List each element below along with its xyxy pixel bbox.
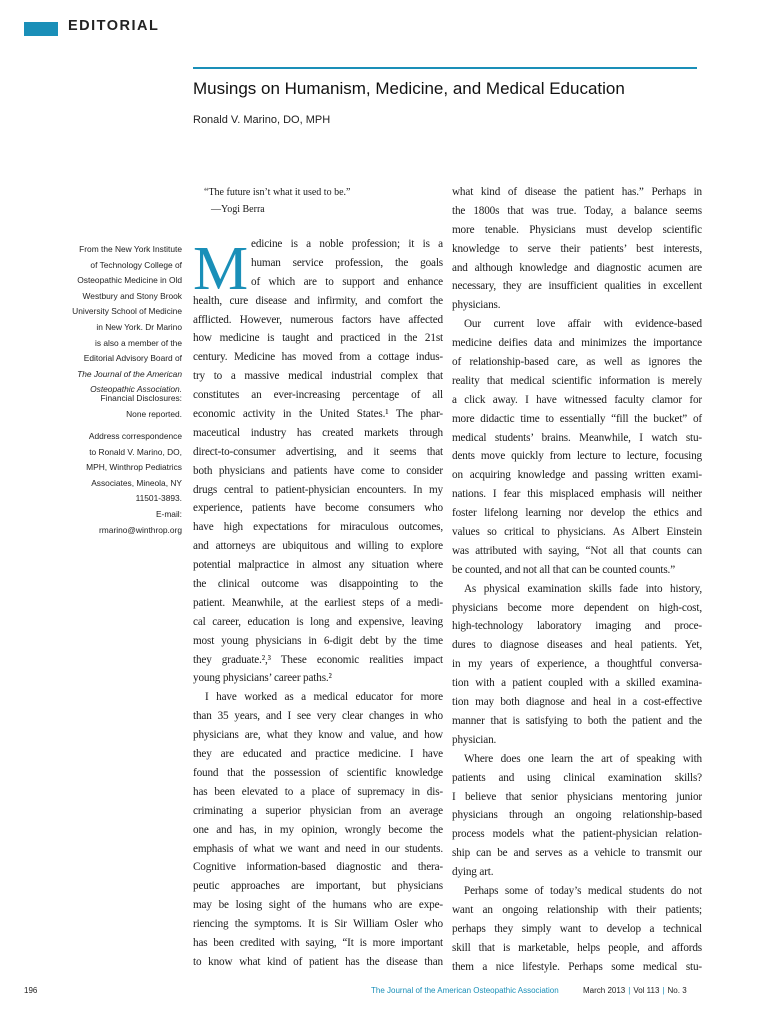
body-text-line: As physical examination skills fade into history,: [464, 582, 702, 595]
sidebar-line: 11501-3893.: [135, 493, 182, 504]
body-text-line: them a nice lifestyle. Perhaps some medical stu-: [452, 960, 702, 973]
body-text-line: more tenable. Physicians must develop scientific: [452, 223, 702, 236]
body-text-line: patient. Meanwhile, at the earliest steps of a medi-: [193, 596, 443, 609]
body-text-line: a click away. I have witnessed faculty clamor for: [452, 393, 702, 406]
body-text-line: riencing the symptoms. It is Sir William Osler who: [193, 918, 443, 931]
body-text-line: has been credited with saying, “It is more important: [193, 936, 443, 949]
sidebar-line: Financial Disclosures:: [100, 393, 182, 403]
epigraph-quote: “The future isn’t what it used to be.”: [204, 187, 351, 198]
body-text-line: dures to diagnose diseases and heal patients. Yet,: [452, 639, 702, 652]
body-text-line: was attributed with saying, “Not all that counts can: [452, 544, 702, 557]
body-text-line: necessary, they are insufficient qualities in excellent: [452, 280, 702, 293]
sidebar-line: E-mail:: [155, 509, 182, 519]
body-text-line: physicians through an ongoing relationship-based: [452, 809, 702, 822]
body-text-line: try to a massive medical industrial complex that: [193, 370, 443, 383]
body-text-line: perhaps they simply want to develop a technical: [452, 922, 702, 935]
body-text-line: dying art.: [452, 866, 494, 879]
body-text-line: most young physicians in 6-digit debt by the time: [193, 634, 443, 647]
sidebar-line: is also a member of the: [94, 337, 182, 348]
sidebar-line: Address correspondence: [88, 431, 182, 441]
body-text-line: cal career, education is long and expensive, leaving: [193, 615, 443, 628]
body-text-line: what kind of disease the patient has.” Perhaps in: [452, 186, 702, 198]
issue-date: March 2013: [583, 986, 626, 995]
body-text-line: experience, patients have become consumers who: [193, 502, 443, 515]
body-text-line: both physicians and patients have come to consider: [193, 464, 443, 477]
body-text-line: potential malpractice in almost any situation where: [193, 559, 443, 572]
body-text-line: medicine deifies data and minimizes the importance: [452, 337, 702, 350]
sidebar-email: [30, 507, 182, 538]
sidebar-line: University School of Medicine: [72, 306, 182, 317]
body-text-line: knowledge to serve their patients’ best interests,: [452, 242, 702, 255]
article-byline: Ronald V. Marino, DO, MPH: [193, 114, 331, 126]
body-text-line: have high expectations for miraculous outcomes,: [193, 521, 443, 534]
body-column-left: [193, 235, 443, 972]
body-text-line: one and has, in my opinion, wrongly become the: [193, 823, 443, 836]
body-text-line: in my years of experience, a thoughtful conversa-: [452, 658, 702, 671]
body-text-line: they are educated and practice medicine. I have: [193, 748, 443, 761]
body-text-line: the clinical outcome was disappointing to the: [193, 578, 443, 591]
body-text-line: tion with a patient coupled with a skilled examina-: [452, 677, 702, 690]
body-text-line: manner that is satisfying to both the patient and the: [452, 714, 702, 727]
body-text-line: of relationship-based care, as well as ignores the: [452, 356, 702, 369]
body-text-line: Perhaps some of today’s medical students do not: [464, 884, 702, 897]
body-text-line: health, cure disease and infirmity, and comfort the: [193, 294, 443, 307]
body-text-line: has been elevated to a place of supremacy in dis-: [193, 785, 443, 798]
sidebar-affiliation: [30, 242, 182, 398]
sidebar-line: to Ronald V. Marino, DO,: [89, 446, 182, 457]
body-text-line: Where does one learn the art of speaking with: [464, 752, 702, 765]
sidebar-correspondence: [30, 429, 182, 507]
body-text-line: reality that medical scientific information is merely: [452, 374, 702, 387]
body-text-line: patients and using clinical examination skills?: [452, 771, 702, 784]
sidebar-line: The Journal of the American: [77, 368, 182, 379]
title-rule: [193, 67, 697, 69]
body-text-line: medical students’ brains. Meanwhile, I watch stu-: [452, 431, 702, 444]
issue-volume: Vol 113: [633, 986, 660, 995]
body-text-line: criminating a superior physician from an average: [193, 804, 443, 817]
sidebar-line: rmarino@winthrop.org: [99, 524, 182, 535]
body-text-line: skill that is marketable, helps people, and affords: [452, 941, 702, 954]
sidebar-line: Editorial Advisory Board of: [83, 353, 182, 364]
sidebar-line: Osteopathic Association.: [90, 384, 182, 395]
separator: |: [662, 986, 665, 995]
body-text-line: constitutes an ever-increasing percentage of all: [193, 389, 443, 402]
body-text-line: foster lifelong learning nor develop the ethics and: [452, 507, 702, 520]
body-text-line: emphasis of what we want and need in our students.: [193, 842, 443, 855]
sidebar-line: Westbury and Stony Brook: [82, 290, 182, 301]
body-text-line: young physicians’ career paths.²: [193, 672, 332, 685]
body-text-line: want an ongoing relationship with their patients;: [452, 903, 702, 916]
sidebar-line: Osteopathic Medicine in Old: [77, 275, 182, 286]
body-text-line: Our current love affair with evidence-based: [464, 318, 702, 331]
body-text-line: drugs central to patient-physician encounters. In my: [193, 483, 443, 496]
body-text-line: of which are to support and enhance: [251, 275, 443, 288]
body-text-line: century. Medicine has moved from a cottage indus-: [193, 351, 443, 364]
body-text-line: on acquiring knowledge and passing written exami-: [452, 469, 702, 482]
sidebar-line: MPH, Winthrop Pediatrics: [86, 462, 182, 473]
body-text-line: than 35 years, and I see very clear changes in who: [193, 710, 443, 723]
body-text-line: dents move quickly from lecture to lecture, focusing: [452, 450, 702, 463]
body-text-line: high-technology laboratory imaging and proce-: [452, 620, 702, 633]
body-text-line: Cognitive information-based diagnostic and thera-: [193, 861, 443, 874]
body-text-line: nations. I fear this misplaced emphasis will neither: [452, 488, 702, 501]
sidebar-line: From the New York Institute: [79, 244, 182, 254]
separator: |: [628, 986, 631, 995]
sidebar-disclosures: [30, 391, 182, 422]
page-number: 196: [24, 986, 38, 995]
body-text-line: tion may both diagnose and heal in a cost-effective: [452, 696, 702, 709]
body-text-line: peutic approaches are important, but physicians: [193, 880, 443, 893]
body-text-line: I have worked as a medical educator for more: [205, 691, 443, 704]
sidebar-line: Associates, Mineola, NY: [91, 477, 182, 488]
body-text-line: physicians are, what they know and value, and how: [193, 729, 443, 742]
body-text-line: how medicine is taught and practiced in the 21st: [193, 332, 443, 345]
body-text-line: ship can be and serves as a vehicle to transmit our: [452, 847, 702, 860]
drop-cap: M: [193, 235, 249, 303]
body-text-line: and attorneys are ubiquitous and willing to explore: [193, 540, 443, 553]
issue-info: [583, 986, 687, 995]
article-title: Musings on Humanism, Medicine, and Medical Education: [193, 79, 625, 98]
sidebar-line: in New York. Dr Marino: [96, 321, 182, 332]
sidebar-line: of Technology College of: [90, 259, 182, 270]
body-text-line: I believe that senior physicians mentoring junior: [452, 790, 702, 803]
body-text-line: edicine is a noble profession; it is a: [251, 238, 443, 250]
section-label: EDITORIAL: [68, 18, 160, 34]
body-text-line: more didactic time to essentially “fill the bucket” of: [452, 412, 702, 425]
epigraph: [204, 184, 350, 218]
body-text-line: economic activity in the United States.¹ The phar-: [193, 408, 443, 421]
journal-name: The Journal of the American Osteopathic Association: [371, 986, 559, 995]
body-text-line: maceutical industry has created markets through: [193, 426, 443, 439]
body-text-line: and although knowledge and diagnostic acumen are: [452, 261, 702, 274]
body-text-line: human service profession, the goals: [251, 256, 443, 269]
body-text-line: physician.: [452, 733, 497, 746]
body-text-line: afflicted. However, numerous factors have affected: [193, 313, 443, 326]
body-text-line: to know what kind of patient has the disease than: [193, 955, 443, 968]
epigraph-attribution: —Yogi Berra: [211, 204, 265, 215]
body-column-right: [452, 183, 702, 976]
body-text-line: be counted, and not all that can be counted counts.”: [452, 563, 676, 576]
body-text-line: direct-to-consumer advertising, and it seems that: [193, 445, 443, 458]
body-text-line: process models what the patient-physician relation-: [452, 828, 702, 841]
body-text-line: physicians become more dependent on high-cost,: [452, 601, 702, 614]
issue-number: No. 3: [667, 986, 687, 995]
body-text-line: the 1800s that was true. Today, a balance seems: [452, 204, 702, 217]
sidebar-line: None reported.: [126, 408, 182, 419]
body-text-line: they graduate.²,³ These economic realities impact: [193, 653, 443, 666]
body-text-line: values so critical to physicians. As Albert Einstein: [452, 526, 702, 539]
body-text-line: found that the possession of scientific knowledge: [193, 766, 443, 779]
body-text-line: physicians.: [452, 299, 501, 312]
body-text-line: may be losing sight of the humans who are expe-: [193, 899, 443, 912]
section-color-bar: [24, 22, 58, 36]
